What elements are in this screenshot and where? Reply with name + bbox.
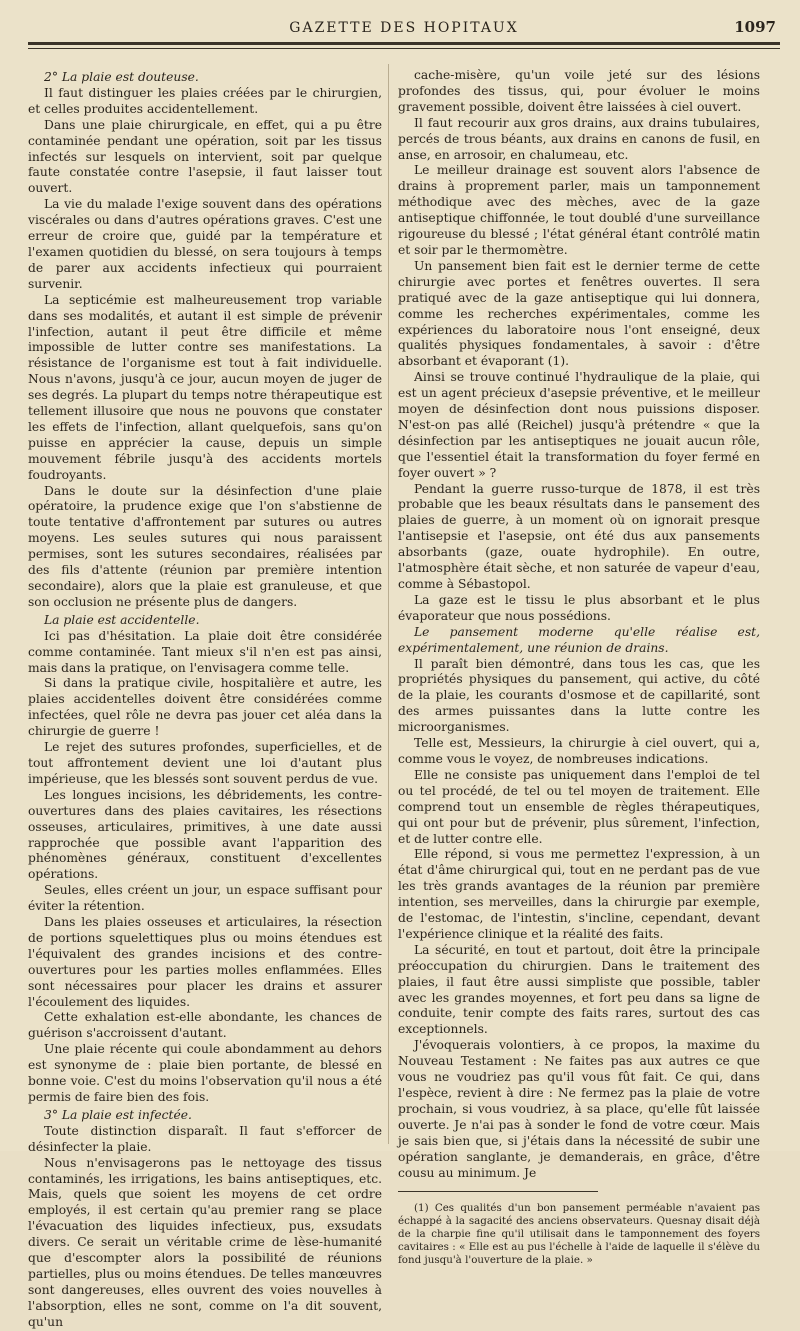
paragraph: Ainsi se trouve continué l'hydraulique de la plaie, qui est un agent précieux d'asepsie préventive, et le meilleur moyen de désinfection dont nous puissions disposer. N'est-on pas allé (Reichel) jusqu'à prétendre « que la désinfection par les antiseptiques ne jouait aucun rôle, que l'essentiel était la transformation du foyer fermé en foyer ouvert » ? [398,370,760,480]
paragraph: Nous n'envisagerons pas le nettoyage des tissus contaminés, les irrigations, les bains antiseptiques, etc. Mais, quels que soient les moyens de cet ordre employés, il est certain qu'au premier rang se place l'évacuation des liquides infectieux, pus, exsudats divers. Ce serait un véritable crime de lèse-humanité que d'escompter alors la possibilité de réunions partielles, plus ou moins étendues. De telles manœuvres sont dangereuses, elles ouvrent des voies nouvelles à l'absorption, elles ne sont, comme on l'a dit souvent, qu'un [28,1155,382,1329]
paragraph: Ici pas d'hésitation. La plaie doit être considérée comme contaminée. Tant mieux s'il n'en est pas ainsi, mais dans la pratique, on l'envisagera comme telle. [28,628,382,675]
paragraph: Les longues incisions, les débridements, les contre-ouvertures dans des plaies cavitaires, les résections osseuses, articulaires, primitives, à une date aussi rapprochée que possible avant l'apparition des phénomènes généraux, constituent d'excellentes opérations. [28,787,382,882]
section-heading-infectee: 3° La plaie est infectée. [44,1107,192,1122]
paragraph: La vie du malade l'exige souvent dans des opérations viscérales ou dans d'autres opérations graves. C'est une erreur de croire que, guidé par la température et l'examen quotidien du blessé, on sera toujours à temps de parer aux accidents infectieux qui pourraient survenir. [28,197,382,291]
paragraph: Le meilleur drainage est souvent alors l'absence de drains à proprement parler, mais un tamponnement méthodique avec des mèches, avec de la gaze antiseptique chiffonnée, le tout doublé d'une surveillance rigoureuse du blessé ; l'état général étant contrôlé matin et soir par le thermomètre. [398,163,760,257]
paragraph: Dans une plaie chirurgicale, en effet, qui a pu être contaminée pendant une opération, soit par les tissus infectés sur lesquels on intervient, soit par quelque faute constatée contre l'asepsie, il faut laisser tout ouvert. [28,117,382,196]
paragraph: La gaze est le tissu le plus absorbant et le plus évaporateur que nous possédions. [398,592,760,623]
paragraph: Si dans la pratique civile, hospitalière et autre, les plaies accidentelles doivent être considérées comme infectées, quel rôle ne devra pas jouer cet aléa dans la chirurgie de guerre ! [28,676,382,739]
header-rule-thin [28,48,780,49]
column-divider [388,64,389,1144]
header-rule-thick [28,42,780,45]
paragraph: Toute distinction disparaît. Il faut s'efforcer de désinfecter la plaie. [28,1123,382,1154]
right-column [398,68,760,1267]
paragraph: Elle répond, si vous me permettez l'expression, à un état d'âme chirurgical qui, tout en ne perdant pas de vue les très grands avantages de la réunion par première intention, ses merveilles, dans la chirurgie par exemple, de l'estomac, de l'intestin, s'incline, cependant, devant l'expérience clinique et la réalité des faits. [398,847,760,941]
running-head: GAZETTE DES HOPITAUX [289,20,519,36]
left-column [28,68,382,1329]
section-heading-accidentelle: La plaie est accidentelle. [44,612,200,627]
paragraph: La septicémie est malheureusement trop variable dans ses modalités, et autant il est simple de prévenir l'infection, autant il peut être difficile et même impossible de lutter contre ses manifestations. La résistance de l'organisme est tout à fait individuelle. Nous n'avons, jusqu'à ce jour, aucun moyen de juger de ses degrés. La plupart du temps notre thérapeutique est tellement illusoire que nous ne pouvons que constater les effets de l'infection, allant quelquefois, sans qu'on puisse en apprécier la cause, depuis un simple mouvement fébrile jusqu'à des accidents mortels foudroyants. [28,292,382,482]
paragraph: La sécurité, en tout et partout, doit être la principale préoccupation du chirurgien. Dans le traitement des plaies, il faut être aussi simpliste que possible, tabler avec les grandes moyennes, et fort peu dans sa ligne de conduite, tenir compte des faits rares, surtout des cas exceptionnels. [398,942,760,1037]
page-number: 1097 [734,18,776,36]
paragraph: Dans le doute sur la désinfection d'une plaie opératoire, la prudence exige que l'on s'abstienne de toute tentative d'affrontement par sutures ou autres moyens. Les seules sutures qui nous paraissent permises, sont les sutures secondaires, réalisées par des fils d'attente (réunion par première intention secondaire), alors que la plaie est granuleuse, et que son occlusion ne présente plus de dangers. [28,483,382,609]
paragraph: Le rejet des sutures profondes, superficielles, et de tout affrontement devient une loi d'autant plus impérieuse, que les blessés sont souvent perdus de vue. [28,740,382,786]
paragraph: Il faut recourir aux gros drains, aux drains tubulaires, percés de trous béants, aux drains en canons de fusil, en anse, en arrosoir, en chalumeau, etc. [398,115,760,162]
paragraph: Il faut distinguer les plaies créées par le chirurgien, et celles produites accidentellement. [28,85,382,116]
paragraph: Cette exhalation est-elle abondante, les chances de guérison s'accroissent d'autant. [28,1010,382,1041]
paragraph: Telle est, Messieurs, la chirurgie à ciel ouvert, qui a, comme vous le voyez, de nombreuses indications. [398,736,760,766]
footnote-rule [398,1191,598,1192]
paragraph: Une plaie récente qui coule abondamment au dehors est synonyme de : plaie bien portante, de blessé en bonne voie. C'est du moins l'observation qu'il nous a été permis de faire bien des fois. [28,1042,382,1104]
section-heading-douteuse: 2° La plaie est douteuse. [44,70,199,84]
footnote: (1) Ces qualités d'un bon pansement perméable n'avaient pas échappé à la sagacité des anciens observateurs. Quesnay disait déjà de la charpie fine qu'il utilisait dans le tamponnement des foyers cavitaires : « Elle est au pus l'échelle à l'aide de laquelle il s'élève du fond jusqu'à l'ouverture de la plaie. » [398,1202,760,1267]
paragraph-italic: Le pansement moderne qu'elle réalise est, expérimentalement, une réunion de drains. [398,624,760,655]
page-header [28,14,780,54]
paragraph: Il paraît bien démontré, dans tous les cas, que les propriétés physiques du pansement, qui active, du côté de la plaie, les courants d'osmose et de capillarité, sont des armes puissantes dans la lutte contre les microorganismes. [398,656,760,735]
paragraph: Elle ne consiste pas uniquement dans l'emploi de tel ou tel procédé, de tel ou tel moyen de traitement. Elle comprend tout un ensemble de règles thérapeutiques, qui ont pour but de prévenir, plus sûrement, l'infection, et de lutter contre elle. [398,767,760,846]
paragraph: Dans les plaies osseuses et articulaires, la résection de portions squelettiques plus ou moins étendues est l'équivalent des grandes incisions et des contre-ouvertures pour les parties molles enflammées. Elles sont nécessaires pour placer les drains et assurer l'écoulement des liquides. [28,915,382,1009]
paragraph: J'évoquerais volontiers, à ce propos, la maxime du Nouveau Testament : Ne faites pas aux autres ce que vous ne voudriez pas qu'il vous fût fait. Ce qui, dans l'espèce, revient à dire : Ne fermez pas la plaie de votre prochain, si vous voudriez, à sa place, qu'elle fût laissée ouverte. Je n'ai pas à sonder le fond de votre cœur. Mais je sais bien que, si j'étais dans la nécessité de subir une opération sanglante, je demanderais, en grâce, d'être cousu au minimum. Je [398,1038,760,1180]
paragraph: Seules, elles créent un jour, un espace suffisant pour éviter la rétention. [28,883,382,914]
paragraph: Pendant la guerre russo-turque de 1878, il est très probable que les beaux résultats dans le pansement des plaies de guerre, à un moment où on ignorait presque l'antisepsie et l'asepsie, ont été dus aux pansements absorbants (gaze, ouate hydrophile). En outre, l'atmosphère était sèche, et non saturée de vapeur d'eau, comme à Sébastopol. [398,481,760,591]
paragraph: cache-misère, qu'un voile jeté sur des lésions profondes des tissus, qui, pour évoluer le moins gravement possible, doivent être laissées à ciel ouvert. [398,68,760,114]
paragraph: Un pansement bien fait est le dernier terme de cette chirurgie avec portes et fenêtres ouvertes. Il sera pratiqué avec de la gaze antiseptique qui lui donnera, comme les recherches expérimentales, comme les expériences du laboratoire nous l'ont enseigné, deux qualités physiques fondamentales, à savoir : d'être absorbant et évaporant (1). [398,258,760,369]
